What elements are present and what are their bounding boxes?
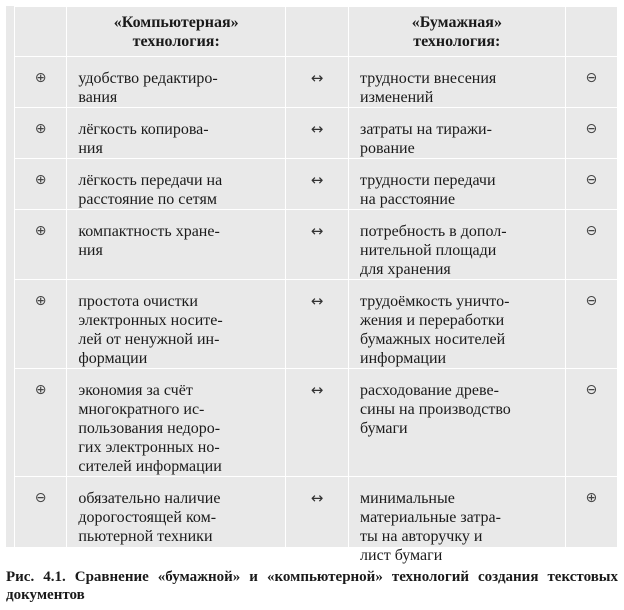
table-row <box>15 369 618 477</box>
computer-technology-cell <box>67 57 286 108</box>
left-right-arrow-icon: ↔ <box>310 381 324 399</box>
computer-technology-text: удобство редактиро- вания <box>78 70 218 106</box>
minus-circle-icon: ⊖ <box>585 382 598 398</box>
computer-technology-cell <box>67 369 286 477</box>
computer-technology-text: лёгкость передачи на расстояние по сетям <box>78 172 223 208</box>
arrow-cell <box>286 210 349 280</box>
computer-technology-cell <box>67 280 286 369</box>
right-sign-cell <box>565 369 617 477</box>
left-right-arrow-icon: ↔ <box>310 69 324 87</box>
computer-technology-cell <box>67 210 286 280</box>
right-sign-cell <box>565 210 617 280</box>
paper-technology-cell <box>349 159 566 210</box>
left-sign-cell <box>15 57 67 108</box>
right-sign-cell <box>565 280 617 369</box>
paper-technology-text: расходование древе- сины на производство бумаги <box>360 382 511 437</box>
left-sign-cell <box>15 477 67 566</box>
plus-circle-icon: ⊕ <box>34 172 47 188</box>
paper-technology-text: трудности внесения изменений <box>360 70 497 106</box>
arrow-cell <box>286 57 349 108</box>
plus-circle-icon: ⊕ <box>34 382 47 398</box>
paper-technology-cell <box>349 280 566 369</box>
header-empty-right <box>565 7 617 57</box>
figure-caption <box>6 568 618 604</box>
paper-technology-text: затраты на тиражи- рование <box>360 121 492 157</box>
paper-technology-text: потребность в допол- нительной площади для хранения <box>360 223 507 278</box>
plus-circle-icon: ⊕ <box>34 293 47 309</box>
arrow-cell <box>286 159 349 210</box>
right-sign-cell <box>565 159 617 210</box>
caption-label: Рис. 4.1. <box>6 569 66 585</box>
table-row <box>15 280 618 369</box>
computer-technology-text: лёгкость копирова- ния <box>78 121 209 157</box>
plus-circle-icon: ⊕ <box>34 70 47 86</box>
header-paper-technology: «Бумажная» технология: <box>349 7 566 57</box>
paper-technology-text: трудоёмкость уничто- жения и переработки бумажных носителей информации <box>360 293 510 367</box>
computer-technology-text: компактность хране- ния <box>78 223 220 259</box>
left-sign-cell <box>15 369 67 477</box>
paper-technology-cell <box>349 210 566 280</box>
arrow-cell <box>286 108 349 159</box>
table-row <box>15 159 618 210</box>
minus-circle-icon: ⊖ <box>585 293 598 309</box>
table-header-row <box>15 7 618 57</box>
comparison-table <box>14 6 618 566</box>
table-row <box>15 210 618 280</box>
left-right-arrow-icon: ↔ <box>310 222 324 240</box>
left-right-arrow-icon: ↔ <box>310 292 324 310</box>
left-sign-cell <box>15 108 67 159</box>
left-sign-cell <box>15 159 67 210</box>
computer-technology-text: простота очистки электронных носите- лей от ненужной ин- формации <box>78 293 223 367</box>
paper-technology-text: трудности передачи на расстояние <box>360 172 496 208</box>
paper-technology-cell <box>349 57 566 108</box>
left-right-arrow-icon: ↔ <box>310 171 324 189</box>
comparison-figure <box>6 6 618 564</box>
header-empty-left <box>15 7 67 57</box>
paper-technology-cell <box>349 369 566 477</box>
minus-circle-icon: ⊖ <box>585 121 598 137</box>
table-row <box>15 477 618 566</box>
minus-circle-icon: ⊖ <box>585 172 598 188</box>
right-sign-cell <box>565 57 617 108</box>
minus-circle-icon: ⊖ <box>585 70 598 86</box>
plus-circle-icon: ⊕ <box>34 121 47 137</box>
plus-circle-icon: ⊕ <box>34 223 47 239</box>
right-sign-cell <box>565 477 617 566</box>
right-sign-cell <box>565 108 617 159</box>
plus-circle-icon: ⊕ <box>585 490 598 506</box>
caption-text: Сравнение «бумажной» и «компьютерной» технологий создания текстовых документов <box>6 569 619 603</box>
computer-technology-cell <box>67 108 286 159</box>
paper-technology-cell <box>349 477 566 566</box>
left-right-arrow-icon: ↔ <box>310 120 324 138</box>
minus-circle-icon: ⊖ <box>585 223 598 239</box>
table-row <box>15 108 618 159</box>
left-right-arrow-icon: ↔ <box>310 489 324 507</box>
computer-technology-text: обязательно наличие дорогостоящей ком- пьютерной техники <box>78 490 221 545</box>
header-empty-middle <box>286 7 349 57</box>
computer-technology-text: экономия за счёт многократного ис- пользования недоро- гих электронных но- сителей информации <box>78 382 222 475</box>
arrow-cell <box>286 369 349 477</box>
minus-circle-icon: ⊖ <box>34 490 47 506</box>
left-sign-cell <box>15 210 67 280</box>
arrow-cell <box>286 280 349 369</box>
table-row <box>15 57 618 108</box>
header-computer-technology: «Компьютерная» технология: <box>67 7 286 57</box>
paper-technology-text: минимальные материальные затра- ты на авторучку и лист бумаги <box>360 490 501 564</box>
arrow-cell <box>286 477 349 566</box>
paper-technology-cell <box>349 108 566 159</box>
computer-technology-cell <box>67 477 286 566</box>
left-sign-cell <box>15 280 67 369</box>
computer-technology-cell <box>67 159 286 210</box>
